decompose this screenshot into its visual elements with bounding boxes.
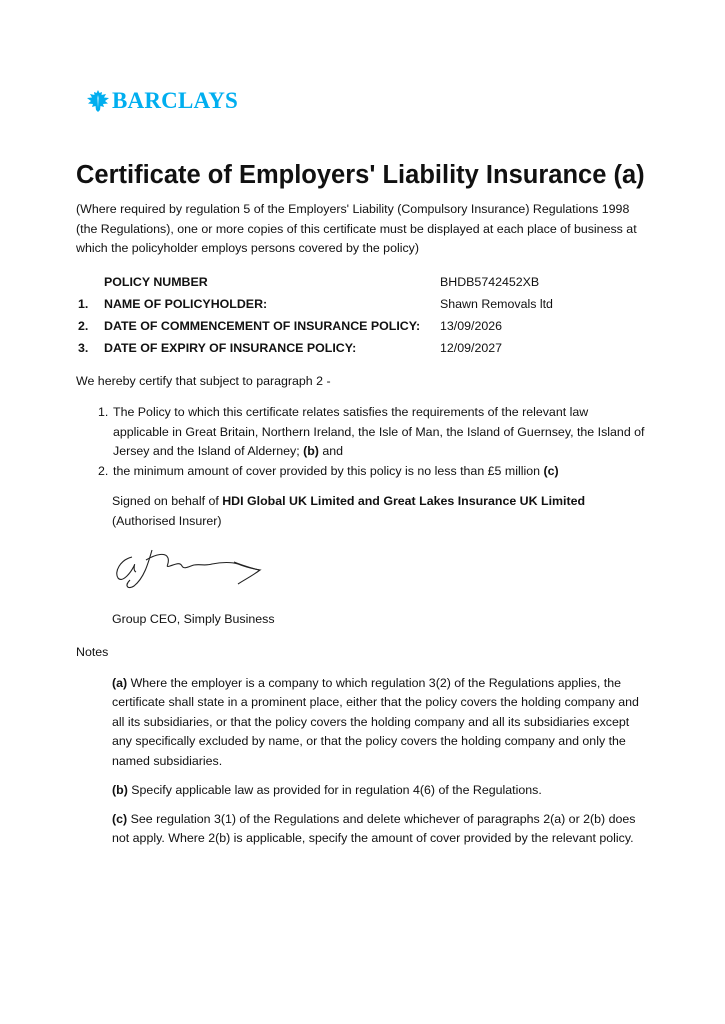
intro-line: (Where required by regulation 5 of the Employers' Liability (Compulsory Insurance) Regulations 1998 <box>76 202 630 216</box>
row-number: 2. <box>78 319 89 333</box>
note-line: all its subsidiaries, or that the policy covers the holding company and all its subsidiaries except <box>112 714 630 729</box>
list-text: and <box>318 444 344 459</box>
list-text: the minimum amount of cover provided by this policy is no less than £5 million <box>113 463 544 478</box>
expiry-date-value: 12/09/2027 <box>440 341 503 355</box>
handwritten-signature <box>110 540 270 605</box>
list-text: Jersey and the Island of Alderney; <box>113 444 304 459</box>
note-marker: (a) <box>112 676 128 690</box>
note-text: See regulation 3(1) of the Regulations and delete whichever of paragraphs 2(a) or 2(b) does <box>127 812 636 826</box>
policyholder-row <box>78 295 638 317</box>
list-item <box>98 403 658 462</box>
note-line: any specifically excluded by name, or that the policy covers the holding company and only the <box>112 734 626 749</box>
signed-prefix: Signed on behalf of <box>112 494 223 508</box>
note-marker: (c) <box>112 812 128 826</box>
certificate-title: Certificate of Employers' Liability Insurance (a) <box>76 161 645 189</box>
row-label: NAME OF POLICYHOLDER: <box>104 297 268 311</box>
barclays-eagle-icon <box>86 88 110 114</box>
note-marker: (b) <box>112 783 128 797</box>
notes-heading: Notes <box>76 645 109 659</box>
row-label: DATE OF COMMENCEMENT OF INSURANCE POLICY: <box>104 319 421 333</box>
note-ref-c: (c) <box>543 463 559 478</box>
intro-line: (the Regulations), one or more copies of this certificate must be displayed at each place of business at <box>76 221 637 236</box>
signer-title: Group CEO, Simply Business <box>112 612 275 626</box>
barclays-logo <box>86 86 238 116</box>
note-line: certificate shall state in a prominent place, either that the policy covers the holding company and <box>112 695 639 710</box>
note-line: not apply. Where 2(b) is applicable, specify the amount of cover provided by the relevant policy. <box>112 831 634 846</box>
list-line: The Policy to which this certificate relates satisfies the requirements of the relevant law <box>113 405 589 419</box>
row-number: 3. <box>78 341 89 355</box>
logo-wordmark: BARCLAYS <box>112 88 239 113</box>
signed-on-behalf <box>112 492 585 531</box>
certify-statement: We hereby certify that subject to paragraph 2 - <box>76 374 331 388</box>
list-number: 2. <box>98 463 109 478</box>
insurer-name: HDI Global UK Limited and Great Lakes Insurance UK Limited <box>222 494 586 508</box>
list-line: applicable in Great Britain, Northern Ireland, the Isle of Man, the Island of Guernsey, the Island of <box>113 424 645 439</box>
commencement-date-value: 13/09/2026 <box>440 319 503 333</box>
list-line <box>113 462 658 482</box>
note-line <box>112 810 635 829</box>
policy-number-value: BHDB5742452XB <box>440 275 540 289</box>
note-line <box>112 781 542 800</box>
expiry-date-row <box>78 339 638 361</box>
note-ref-b: (b) <box>303 444 319 459</box>
list-line <box>113 442 658 462</box>
list-number: 1. <box>98 405 109 419</box>
note-c <box>112 810 635 849</box>
intro-line: which the policyholder employs persons covered by the policy) <box>76 241 419 256</box>
certification-list <box>98 403 658 481</box>
signed-line <box>112 492 585 512</box>
policyholder-value: Shawn Removals ltd <box>440 297 553 311</box>
list-item <box>98 462 658 482</box>
note-text: Specify applicable law as provided for in regulation 4(6) of the Regulations. <box>127 783 542 797</box>
row-number: 1. <box>78 297 89 311</box>
row-label: DATE OF EXPIRY OF INSURANCE POLICY: <box>104 341 357 355</box>
policy-number-row <box>78 273 638 295</box>
row-label: POLICY NUMBER <box>104 275 208 289</box>
insurer-role: (Authorised Insurer) <box>112 513 222 528</box>
note-text: Where the employer is a company to which regulation 3(2) of the Regulations applies, the <box>127 676 621 690</box>
intro-paragraph <box>76 200 646 259</box>
policy-details <box>78 273 638 361</box>
note-line: named subsidiaries. <box>112 753 223 768</box>
commencement-date-row <box>78 317 638 339</box>
note-a <box>112 674 639 771</box>
note-b <box>112 781 542 800</box>
note-line <box>112 674 639 693</box>
